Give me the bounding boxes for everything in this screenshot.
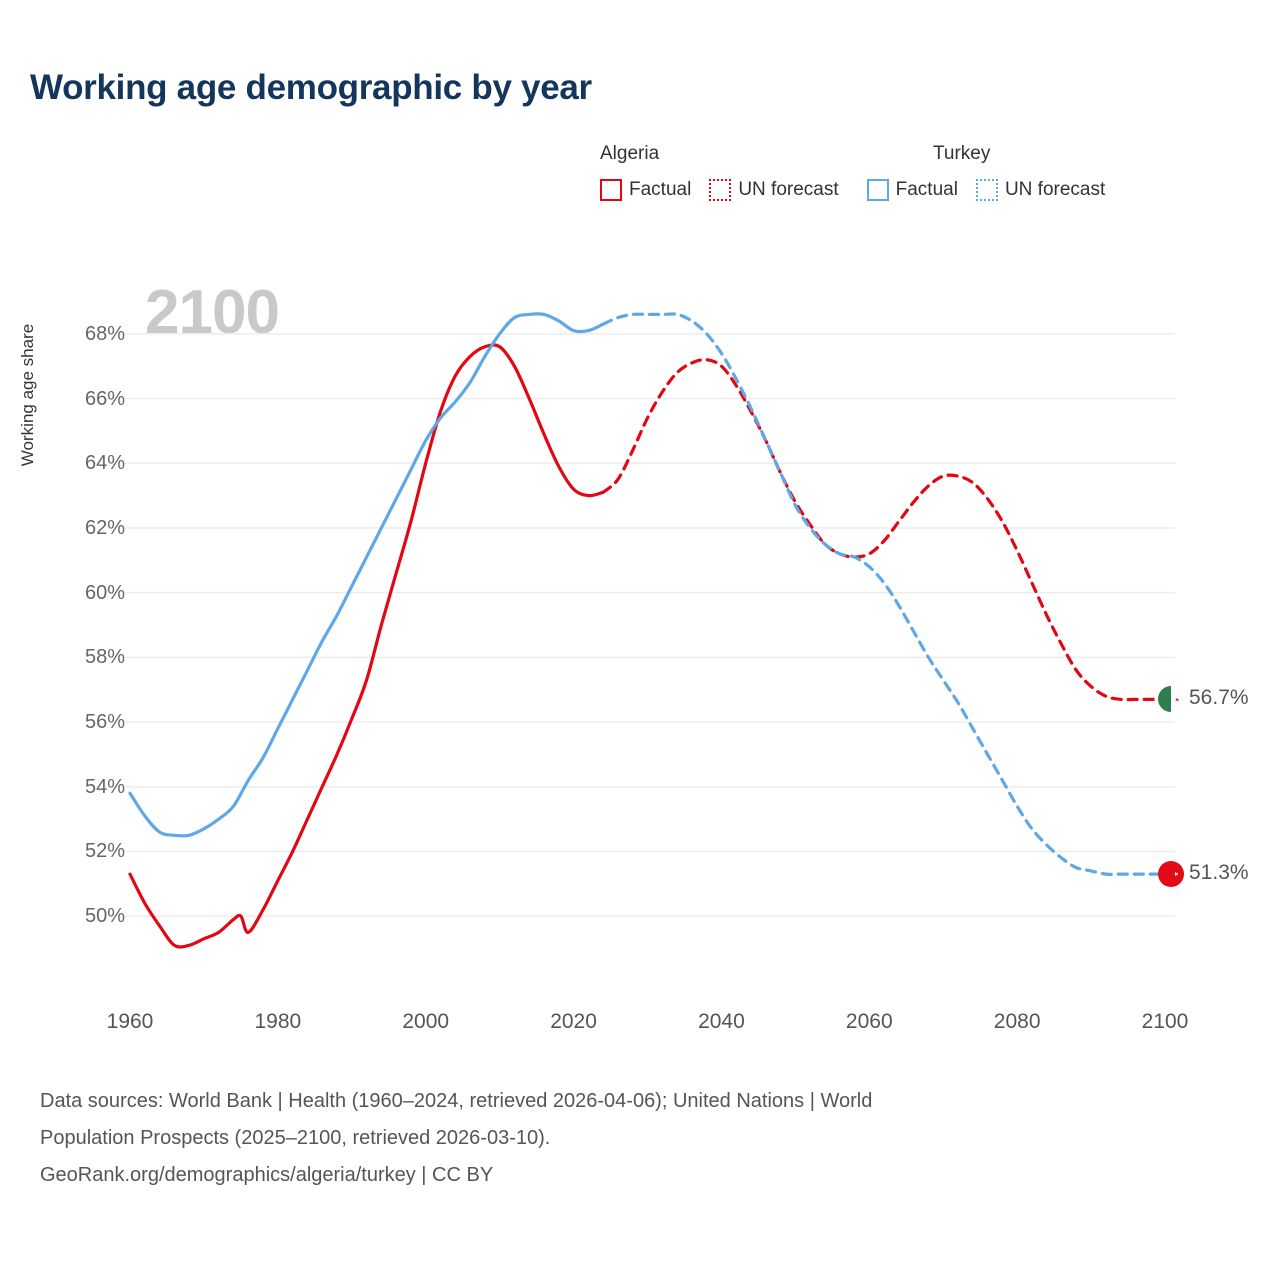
series-line-algeria-solid [130, 345, 603, 947]
legend-item-label: UN forecast [738, 179, 839, 200]
legend-item-algeria-forecast[interactable] [709, 179, 838, 201]
x-tick-label: 2060 [845, 1010, 893, 1033]
legend-item-label: Factual [895, 179, 958, 200]
legend-swatch-solid-icon [600, 179, 622, 201]
legend-item-turkey-forecast[interactable] [976, 179, 1105, 201]
algeria-end-value-label: 56.7% [1189, 686, 1249, 710]
x-tick-label: 2020 [550, 1010, 597, 1033]
legend-swatch-dotted-icon [709, 179, 731, 201]
plot-svg [0, 255, 1280, 1015]
y-tick-label: 60% [84, 581, 125, 604]
legend-group-title-algeria: Algeria [600, 143, 660, 164]
turkey-flag-icon [1158, 861, 1184, 887]
y-tick-label: 58% [84, 646, 125, 669]
footer-line-2: Population Prospects (2025–2100, retrieved 2026-03-10). [40, 1127, 551, 1149]
x-tick-label: 2040 [698, 1010, 745, 1033]
series-line-turkey-solid [130, 314, 603, 836]
y-axis-title: Working age share [18, 323, 37, 467]
legend-item-algeria-factual[interactable] [600, 179, 691, 201]
legend-swatch-dotted-icon [976, 179, 998, 201]
page-title: Working age demographic by year [30, 68, 592, 107]
chart-legend [600, 143, 1260, 201]
x-tick-label: 1960 [106, 1010, 154, 1033]
y-tick-label: 50% [84, 905, 125, 928]
turkey-end-value-label: 51.3% [1189, 861, 1249, 885]
footer-sources [40, 1087, 1240, 1190]
y-tick-label: 54% [84, 775, 125, 798]
y-tick-label: 66% [84, 387, 125, 410]
footer-line-1: Data sources: World Bank | Health (1960–2024, retrieved 2026-04-06); United Nations | World [40, 1090, 873, 1112]
legend-swatch-solid-icon [867, 179, 889, 201]
x-tick-label: 2000 [402, 1010, 450, 1033]
y-tick-label: 56% [84, 711, 125, 734]
x-tick-label: 2100 [1141, 1010, 1189, 1033]
y-tick-label: 62% [84, 516, 125, 539]
legend-item-turkey-factual[interactable] [867, 179, 958, 201]
ghost-year-watermark: 2100 [145, 278, 279, 347]
legend-item-label: UN forecast [1004, 179, 1106, 200]
x-tick-label: 2080 [993, 1010, 1041, 1033]
legend-group-title-turkey: Turkey [933, 143, 991, 164]
y-tick-label: 68% [84, 322, 125, 345]
chart-area [0, 255, 1280, 1055]
footer-line-3: GeoRank.org/demographics/algeria/turkey | CC BY [40, 1164, 494, 1186]
y-tick-label: 52% [84, 840, 125, 863]
x-tick-label: 1980 [254, 1010, 302, 1033]
legend-item-label: Factual [629, 179, 692, 200]
y-tick-label: 64% [84, 452, 125, 475]
series-line-algeria-dotted [603, 360, 1165, 700]
